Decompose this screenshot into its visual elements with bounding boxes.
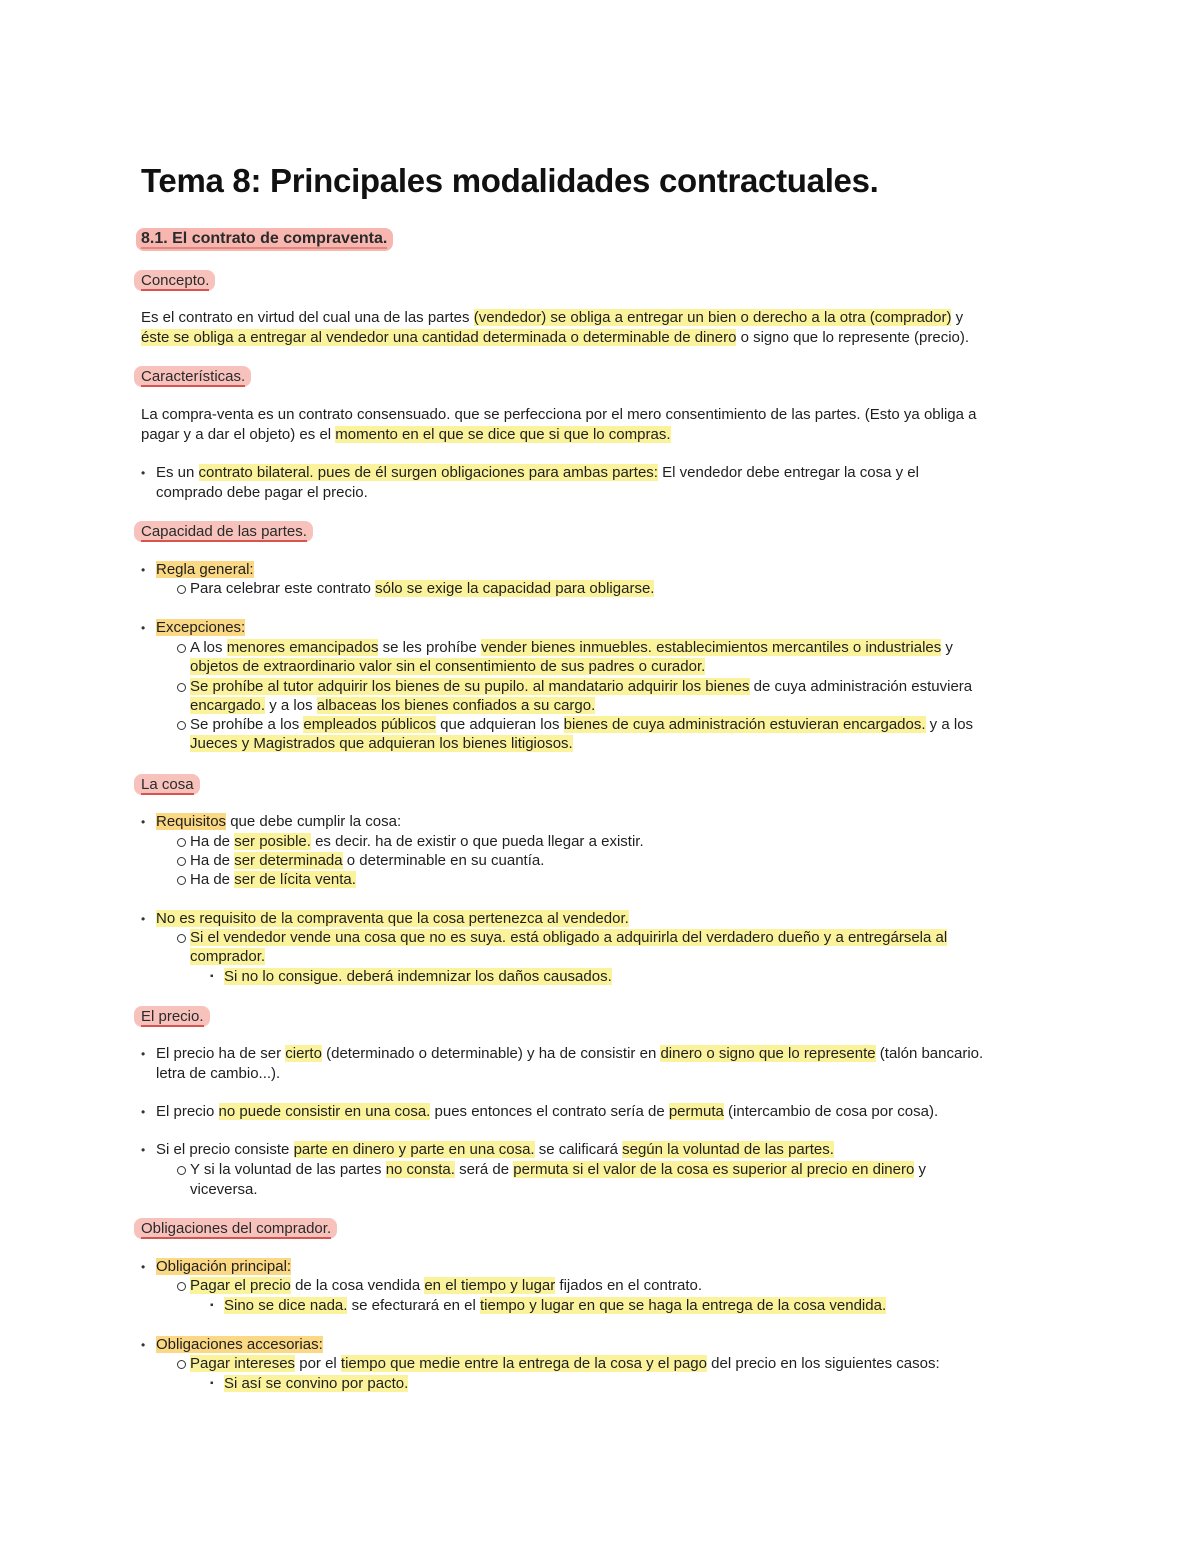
- list-item: [156, 1044, 983, 1064]
- bullet-icon: •: [141, 466, 146, 480]
- highlight: éste se obliga a entregar al vendedor una cantidad determinada o determinable de dinero: [141, 329, 737, 346]
- subheading-text: Características.: [141, 368, 246, 385]
- list-item-continuation: viceversa.: [190, 1181, 258, 1198]
- text-run: Es el contrato en virtud del cual una de las partes: [141, 309, 474, 326]
- highlight: (vendedor) se obliga a entregar un bien o derecho a la otra (comprador): [473, 309, 952, 326]
- highlight: Obligación principal:: [156, 1258, 292, 1275]
- text-run: de la cosa vendida: [290, 1277, 425, 1294]
- list-item: [190, 832, 644, 852]
- list-item-continuation: [190, 947, 265, 967]
- text-run: de cuya administración estuviera: [749, 678, 973, 695]
- subheading-caracteristicas: [134, 366, 251, 387]
- list-item: [190, 870, 356, 890]
- highlight: según la voluntad de las partes.: [622, 1141, 834, 1158]
- list-item: [156, 1257, 291, 1277]
- text-run: Se prohíbe a los: [190, 716, 304, 733]
- square-bullet-icon: ▪: [210, 1300, 214, 1311]
- text-run: es decir. ha de existir o que pueda llegar a existir.: [310, 833, 644, 850]
- list-item-continuation: [190, 657, 705, 677]
- circle-bullet-icon: [177, 1166, 186, 1175]
- highlight: comprador.: [190, 948, 266, 965]
- highlight: ser posible.: [234, 833, 311, 850]
- text-run: pues entonces el contrato sería de: [430, 1103, 669, 1120]
- bullet-icon: •: [141, 912, 146, 926]
- text-run: (determinado o determinable) y ha de consistir en: [321, 1045, 661, 1062]
- highlight: encargado.: [190, 697, 266, 714]
- text-run: se calificará: [534, 1141, 623, 1158]
- text-run: A los: [190, 639, 227, 656]
- text-run: o determinable en su cuantía.: [342, 852, 545, 869]
- highlight: menores emancipados: [226, 639, 379, 656]
- highlight: sólo se exige la capacidad para obligarse.: [375, 580, 655, 597]
- list-item-continuation: [190, 734, 573, 754]
- highlight: permuta: [668, 1103, 724, 1120]
- bullet-icon: •: [141, 1260, 146, 1274]
- subheading-text: Obligaciones del comprador.: [141, 1220, 332, 1237]
- subheading-el-precio: [134, 1006, 210, 1027]
- paragraph-line: [141, 328, 969, 348]
- text-run: y: [914, 1161, 926, 1178]
- text-run: que debe cumplir la cosa:: [226, 813, 402, 830]
- highlight: tiempo y lugar en que se haga la entrega de la cosa vendida.: [480, 1297, 887, 1314]
- list-item: [190, 677, 972, 697]
- highlight: tiempo que medie entre la entrega de la cosa y el pago: [340, 1355, 707, 1372]
- highlight: ser determinada: [234, 852, 343, 869]
- text-run: y: [951, 309, 964, 326]
- list-item: [190, 1276, 702, 1296]
- list-item: [190, 928, 947, 948]
- highlight: Jueces y Magistrados que adquieran los bienes litigiosos.: [190, 735, 573, 752]
- text-run: Ha de: [190, 833, 235, 850]
- highlight: en el tiempo y lugar: [424, 1277, 556, 1294]
- highlight: momento en el que se dice que si que lo compras.: [335, 426, 671, 443]
- list-item: [156, 560, 254, 580]
- subheading-text: Capacidad de las partes.: [141, 523, 307, 540]
- highlight: bienes de cuya administración estuvieran encargados.: [563, 716, 926, 733]
- highlight: Se prohíbe al tutor adquirir los bienes de su pupilo. al mandatario adquirir los bienes: [190, 678, 750, 695]
- list-item: [190, 1160, 926, 1180]
- highlight: Obligaciones accesorias:: [156, 1336, 323, 1353]
- circle-bullet-icon: [177, 934, 186, 943]
- circle-bullet-icon: [177, 876, 186, 885]
- subheading-text: El precio.: [141, 1008, 204, 1025]
- paragraph-line: [141, 308, 963, 328]
- text-run: Para celebrar este contrato: [190, 580, 376, 597]
- text-run: se les prohíbe: [378, 639, 482, 656]
- list-item: [156, 463, 919, 483]
- text-run: pagar y a dar el objeto) es el: [141, 426, 336, 443]
- highlight: Excepciones:: [156, 619, 246, 636]
- highlight: Si el vendedor vende una cosa que no es suya. está obligado a adquirirla del verdadero dueño y a entregársela al: [190, 929, 948, 946]
- bullet-icon: •: [141, 1338, 146, 1352]
- square-bullet-icon: ▪: [210, 971, 214, 982]
- list-item: [190, 1354, 940, 1374]
- highlight: contrato bilateral. pues de él surgen obligaciones para ambas partes:: [198, 464, 658, 481]
- highlight: vender bienes inmuebles. establecimientos mercantiles o industriales: [481, 639, 942, 656]
- circle-bullet-icon: [177, 1282, 186, 1291]
- highlight: no consta.: [385, 1161, 455, 1178]
- bullet-icon: •: [141, 563, 146, 577]
- highlight: dinero o signo que lo represente: [660, 1045, 876, 1062]
- highlight: Requisitos: [156, 813, 227, 830]
- text-run: Es un: [156, 464, 199, 481]
- text-run: Y si la voluntad de las partes: [190, 1161, 386, 1178]
- highlight: parte en dinero y parte en una cosa.: [293, 1141, 535, 1158]
- text-run: por el: [295, 1355, 341, 1372]
- text-run: Ha de: [190, 871, 235, 888]
- text-run: El vendedor debe entregar la cosa y el: [657, 464, 919, 481]
- highlight: Pagar el precio: [190, 1277, 291, 1294]
- section-heading-text: 8.1. El contrato de compraventa.: [141, 230, 388, 247]
- list-item: [224, 1374, 408, 1394]
- circle-bullet-icon: [177, 1360, 186, 1369]
- list-item: [190, 579, 654, 599]
- text-run: (talón bancario.: [875, 1045, 984, 1062]
- highlight: Si así se convino por pacto.: [224, 1375, 409, 1392]
- bullet-icon: •: [141, 815, 146, 829]
- list-item: [156, 1335, 323, 1355]
- text-run: o signo que lo represente (precio).: [736, 329, 970, 346]
- list-item-continuation: comprado debe pagar el precio.: [156, 484, 368, 501]
- text-run: El precio ha de ser: [156, 1045, 286, 1062]
- circle-bullet-icon: [177, 838, 186, 847]
- list-item: [156, 812, 401, 832]
- list-item: [156, 618, 245, 638]
- text-run: se efecturará en el: [347, 1297, 480, 1314]
- subheading-capacidad: [134, 521, 313, 542]
- highlight: Sino se dice nada.: [224, 1297, 348, 1314]
- text-run: Si el precio consiste: [156, 1141, 294, 1158]
- subheading-la-cosa: [134, 774, 200, 795]
- paragraph-line: [141, 425, 671, 445]
- bullet-icon: •: [141, 1105, 146, 1119]
- list-item: [190, 638, 953, 658]
- subheading-text: La cosa: [141, 776, 194, 793]
- text-run: y: [941, 639, 953, 656]
- circle-bullet-icon: [177, 721, 186, 730]
- text-run: y a los: [925, 716, 974, 733]
- bullet-icon: •: [141, 1047, 146, 1061]
- text-run: El precio: [156, 1103, 219, 1120]
- text-run: será de: [454, 1161, 514, 1178]
- list-item-continuation: letra de cambio...).: [156, 1065, 281, 1082]
- text-run: y a los: [265, 697, 317, 714]
- subheading-obligaciones: [134, 1218, 337, 1239]
- text-run: que adquieran los: [436, 716, 564, 733]
- bullet-icon: •: [141, 1143, 146, 1157]
- highlight: objetos de extraordinario valor sin el consentimiento de sus padres o curador.: [190, 658, 706, 675]
- highlight: albaceas los bienes confiados a su cargo.: [316, 697, 596, 714]
- list-item: [190, 851, 544, 871]
- highlight: Pagar intereses: [190, 1355, 296, 1372]
- highlight: Regla general:: [156, 561, 254, 578]
- highlight: Si no lo consigue. deberá indemnizar los daños causados.: [224, 968, 612, 985]
- text-run: Ha de: [190, 852, 235, 869]
- highlight: No es requisito de la compraventa que la cosa pertenezca al vendedor.: [156, 910, 629, 927]
- subheading-text: Concepto.: [141, 272, 210, 289]
- circle-bullet-icon: [177, 683, 186, 692]
- section-heading: [136, 228, 393, 251]
- list-item-continuation: [190, 696, 595, 716]
- highlight: cierto: [285, 1045, 322, 1062]
- page-title: Tema 8: Principales modalidades contractuales.: [141, 162, 879, 199]
- list-item: [224, 967, 612, 987]
- subheading-concepto: [134, 270, 215, 291]
- text-run: fijados en el contrato.: [555, 1277, 703, 1294]
- circle-bullet-icon: [177, 857, 186, 866]
- list-item: [156, 1140, 834, 1160]
- list-item: [156, 1102, 938, 1122]
- highlight: empleados públicos: [303, 716, 437, 733]
- text-run: (intercambio de cosa por cosa).: [723, 1103, 939, 1120]
- list-item: [224, 1296, 886, 1316]
- highlight: permuta si el valor de la cosa es superior al precio en dinero: [513, 1161, 915, 1178]
- list-item: [190, 715, 973, 735]
- text-run: del precio en los siguientes casos:: [707, 1355, 940, 1372]
- list-item: [156, 909, 629, 929]
- bullet-icon: •: [141, 621, 146, 635]
- highlight: no puede consistir en una cosa.: [218, 1103, 431, 1120]
- highlight: ser de lícita venta.: [234, 871, 356, 888]
- paragraph-line: La compra-venta es un contrato consensuado. que se perfecciona por el mero consentimiento de las partes. (Esto ya obliga a: [141, 406, 977, 423]
- circle-bullet-icon: [177, 644, 186, 653]
- square-bullet-icon: ▪: [210, 1378, 214, 1389]
- circle-bullet-icon: [177, 585, 186, 594]
